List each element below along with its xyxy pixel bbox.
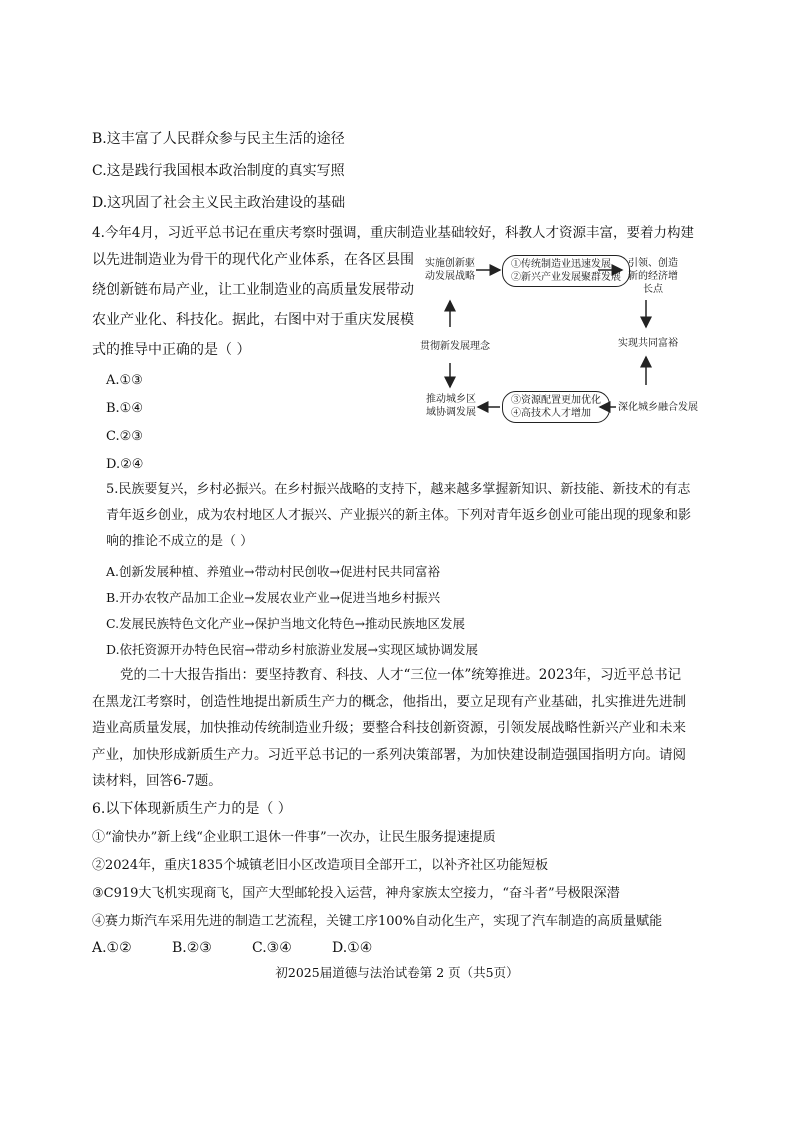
- q6-option-c: C.③④: [252, 940, 292, 956]
- diagram-new-development-concept: 贯彻新发展理念: [420, 341, 490, 352]
- q6-option-b: B.②③: [172, 940, 212, 956]
- diagram-urban-rural-integration: 深化城乡融合发展: [618, 402, 698, 413]
- diagram-statement-4: ④高技术人才增加: [511, 408, 591, 419]
- q5-stem-line3: 响的推论不成立的是（ ）: [106, 534, 254, 549]
- q3-option-c: C.这是践行我国根本政治制度的真实写照: [92, 163, 345, 179]
- q5-option-c: C.发展民族特色文化产业→保护当地文化特色→推动民族地区发展: [106, 616, 466, 631]
- diagram-option-group-top: [502, 255, 630, 287]
- q6-item-1: ①“渝快办”新上线“企业职工退休一件事”一次办，让民生服务提速提质: [92, 830, 496, 845]
- diagram-statement-1: ①传统制造业迅速发展: [511, 259, 611, 270]
- q4-flow-diagram: [420, 245, 710, 425]
- diagram-urban-rural-coordination: 推动城乡区域协调发展: [426, 394, 476, 418]
- q6-stem: 6.以下体现新质生产力的是（ ）: [92, 801, 292, 817]
- q6-option-d: D.①④: [332, 940, 373, 956]
- q3-option-b: B.这丰富了人民群众参与民主生活的途径: [92, 131, 345, 147]
- q4-option-d: D.②④: [106, 457, 144, 472]
- q6-option-a: A.①②: [92, 940, 132, 956]
- q3-option-d: D.这巩固了社会主义民主政治建设的基础: [92, 195, 346, 211]
- q6-item-4: ④赛力斯汽车采用先进的制造工艺流程，关键工序100%自动化生产，实现了汽车制造的高质量赋能: [92, 914, 663, 929]
- q4-stem-body: 以先进制造业为骨干的现代化产业体系，在各区县围绕创新链布局产业，让工业制造业的高质量发展带动农业产业化、科技化。据此，右图中对于重庆发展模式的推导中正确的是（ ）: [92, 252, 414, 358]
- q4-option-c: C.②③: [106, 429, 143, 444]
- diagram-common-prosperity: 实现共同富裕: [618, 338, 678, 349]
- q5-stem-line2: 青年返乡创业，成为农村地区人才振兴、产业振兴的新主体。下列对青年返乡创业可能出现的现象和影: [106, 508, 692, 523]
- q6-item-2: ②2024年，重庆1835个城镇老旧小区改造项目全部开工，以补齐社区功能短板: [92, 858, 549, 873]
- q5-stem-line1: 5.民族要复兴，乡村必振兴。在乡村振兴战略的支持下，越来越多掌握新知识、新技能、新技术的有志: [106, 482, 691, 497]
- diagram-statement-2: ②新兴产业发展聚群发展: [511, 272, 621, 283]
- q4-option-a: A.①③: [106, 373, 143, 388]
- diagram-new-growth-point: 引领、创造新的经济增长点: [628, 258, 678, 295]
- diagram-statement-3: ③资源配置更加优化: [511, 395, 601, 406]
- material-passage: 党的二十大报告指出：要坚持教育、科技、人才“三位一体”统筹推进。2023年，习近平总书记在黑龙江考察时，创造性地提出新质生产力的概念，他指出，要立足现有产业基础，扎实推进先进制造业高质量发展，加快推动传统制造业升级；要整合科技创新资源，引领发展战略性新兴产业和未来产业，加快形成新质生产力。习近平总书记的一系列决策部署，为加快建设制造强国指明方向。请阅读材料，回答6-7题。: [92, 667, 686, 789]
- q5-option-d: D.依托资源开办特色民宿→带动乡村旅游业发展→实现区域协调发展: [106, 642, 478, 657]
- page-footer: 初2025届道德与法治试卷第 2 页（共5页）: [275, 965, 519, 980]
- diagram-option-group-bottom: [502, 391, 610, 423]
- diagram-innovation-strategy: 实施创新驱动发展战略: [425, 258, 475, 282]
- q5-option-a: A.创新发展种植、养殖业→带动村民创收→促进村民共同富裕: [106, 564, 440, 579]
- q5-option-b: B.开办农牧产品加工企业→发展农业产业→促进当地乡村振兴: [106, 590, 441, 605]
- q4-stem-line1: 4.今年4月，习近平总书记在重庆考察时强调，重庆制造业基础较好，科教人才资源丰富，要着力构建: [92, 225, 694, 241]
- q6-item-3: ③C919大飞机实现商飞，国产大型邮轮投入运营，神舟家族太空接力，“奋斗者”号极限深潜: [92, 886, 620, 901]
- q4-option-b: B.①④: [106, 401, 143, 416]
